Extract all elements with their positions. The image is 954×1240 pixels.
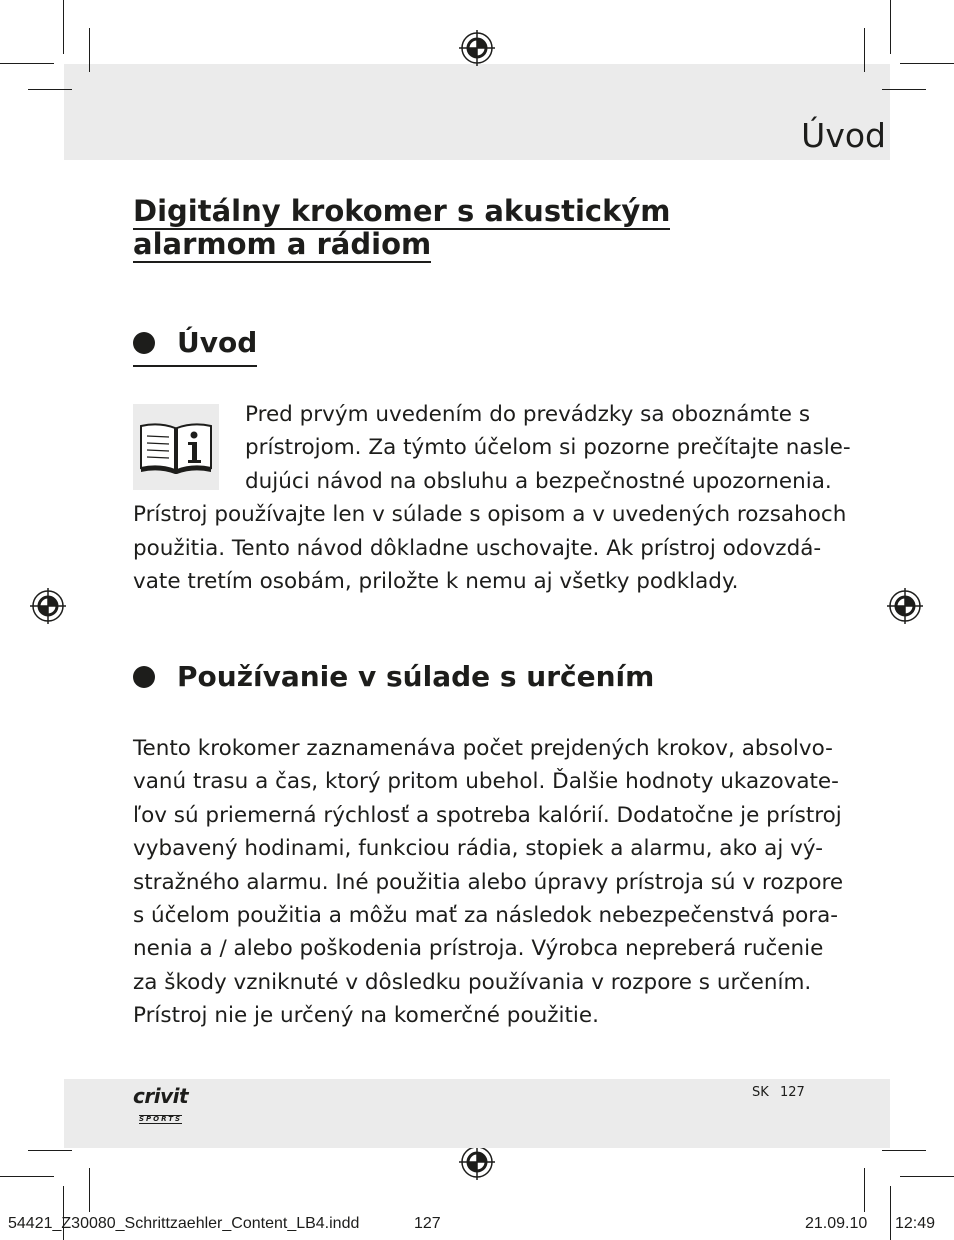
paragraph-line: Prístroj používajte len v súlade s opisom a v uvedených rozsahoch bbox=[133, 502, 847, 528]
paragraph-line: s účelom použitia a môžu mať za následok nebezpečenstvá pora- bbox=[133, 903, 839, 929]
section-heading-text: Používanie v súlade s určením bbox=[177, 660, 655, 693]
slug-page: 127 bbox=[414, 1215, 441, 1232]
paragraph-line: použitia. Tento návod dôkladne uschovajte. Ak prístroj odovzdá- bbox=[133, 535, 822, 561]
paragraph-line: Tento krokomer zaznamenáva počet prejdených krokov, absolvo- bbox=[133, 736, 833, 761]
intended-use-paragraph bbox=[133, 732, 844, 1033]
page-language: SK bbox=[752, 1085, 769, 1100]
paragraph-line: ľov sú priemerná rýchlosť a spotreba kalórií. Dodatočne je prístroj bbox=[133, 802, 842, 828]
slug-filename: 54421_Z30080_Schrittzaehler_Content_LB4.indd bbox=[8, 1215, 360, 1232]
paragraph-line: Prístroj nie je určený na komerčné použitie. bbox=[133, 1003, 599, 1029]
paragraph-line: dujúci návod na obsluhu a bezpečnostné upozornenia. bbox=[245, 468, 832, 494]
intro-paragraph bbox=[133, 398, 851, 598]
registration-mark-icon bbox=[30, 588, 66, 624]
document-title-line-2: alarmom a rádiom bbox=[133, 227, 432, 261]
bullet-icon bbox=[133, 666, 155, 688]
document-title bbox=[133, 195, 753, 261]
paragraph-line: vate tretím osobám, priložte k nemu aj všetky podklady. bbox=[133, 569, 739, 595]
registration-mark-icon bbox=[459, 1144, 495, 1180]
paragraph-line: nenia a / alebo poškodenia prístroja. Výrobca nepreberá ručenie bbox=[133, 936, 824, 962]
section-heading-intended-use bbox=[133, 660, 654, 693]
paragraph-line: vybavený hodinami, funkciou rádia, stopiek a alarmu, ako aj vý- bbox=[133, 836, 823, 862]
bullet-icon bbox=[133, 332, 155, 354]
page-header-title: Úvod bbox=[801, 116, 886, 155]
brand-logo bbox=[133, 1086, 188, 1125]
brand-logo-text: crivit bbox=[133, 1084, 189, 1108]
header-band bbox=[64, 64, 890, 160]
brand-logo-subtext: SPORTS bbox=[139, 1115, 183, 1123]
registration-mark-icon bbox=[887, 588, 923, 624]
slug-time: 12:49 bbox=[895, 1215, 936, 1232]
slug-date: 21.09.10 bbox=[805, 1215, 868, 1232]
paragraph-line: prístrojom. Za týmto účelom si pozorne prečítajte nasle- bbox=[245, 435, 851, 461]
paragraph-line: stražného alarmu. Iné použitia alebo úpravy prístroja sú v rozpore bbox=[133, 869, 844, 895]
document-title-line-1: Digitálny krokomer s akustickým bbox=[133, 194, 671, 228]
paragraph-line: za škody vzniknuté v dôsledku používania v rozpore s určením. bbox=[133, 969, 812, 995]
section-heading-uvod bbox=[133, 326, 257, 367]
section-heading-text: Úvod bbox=[177, 326, 258, 359]
paragraph-line: vanú trasu a čas, ktorý pritom ubehol. Ďalšie hodnoty ukazovate- bbox=[133, 769, 839, 795]
paragraph-line: Pred prvým uvedením do prevádzky sa oboznámte s bbox=[245, 402, 811, 427]
page-number: 127 bbox=[780, 1085, 805, 1100]
registration-mark-icon bbox=[459, 30, 495, 66]
